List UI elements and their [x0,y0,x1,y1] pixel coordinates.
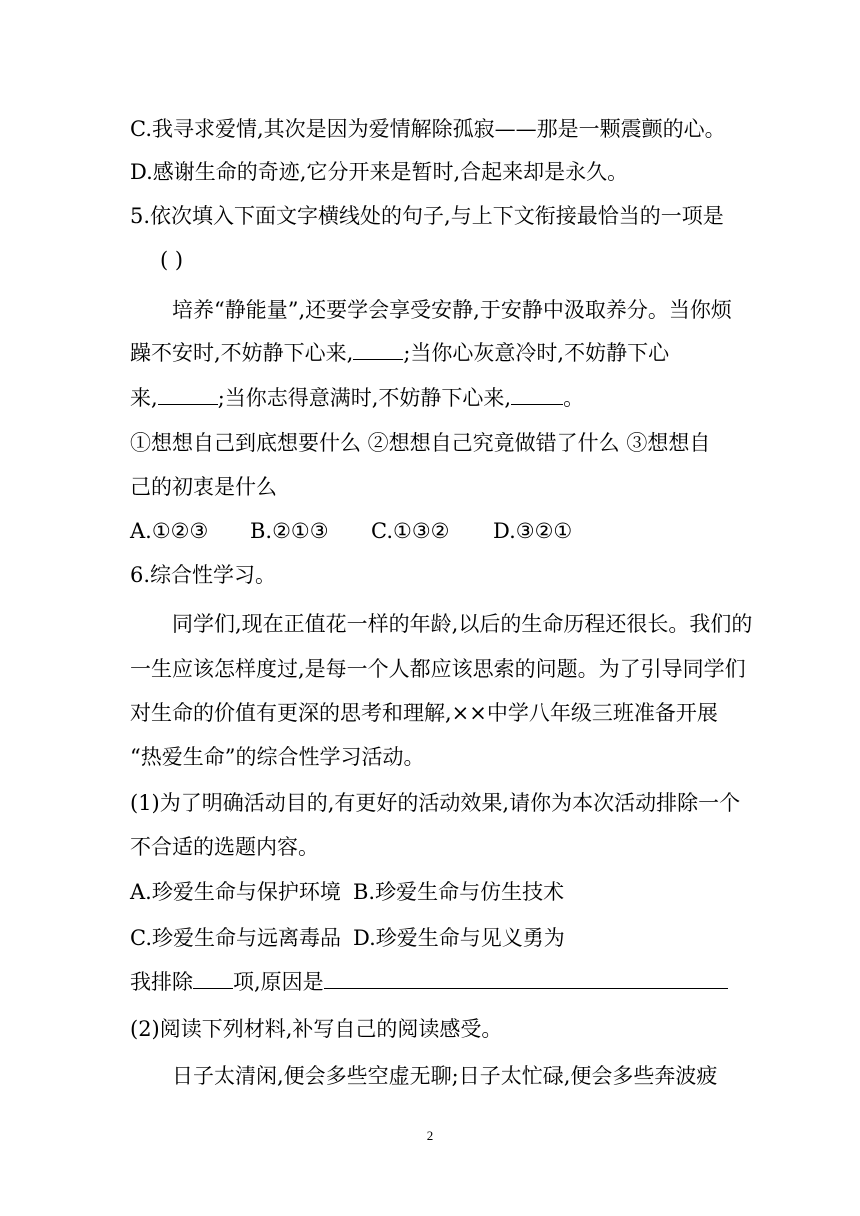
fill-blank-2 [158,386,218,405]
option-d-line: D.感谢生命的奇迹,它分开来是暂时,合起来却是永久。 [130,160,629,184]
question-6-title: 6.综合性学习。 [130,563,277,587]
intro-line-4: “热爱生命”的综合性学习活动。 [130,745,425,769]
intro-line-1: 同学们,现在正值花一样的年龄,以后的生命历程还很长。我们的 [172,612,753,636]
passage-text: 。 [563,386,585,410]
sentence-options-line-2: 己的初衷是什么 [130,475,277,499]
answer-prefix: 我排除 [130,970,193,994]
sentence-options-line-1: ①想想自己到底想要什么 ②想想自己究竟做错了什么 ③想想自 [130,431,711,455]
passage-line-1: 培养“静能量”,还要学会享受安静,于安静中汲取养分。当你烦 [172,298,732,322]
choice-c: C.①③② [371,519,450,543]
intro-line-2: 一生应该怎样度过,是每一个人都应该思索的问题。为了引导同学们 [130,657,746,681]
choice-d: D.③②① [493,519,573,543]
topic-option-a: A.珍爱生命与保护环境 [130,880,341,904]
topic-option-c: C.珍爱生命与远离毒品 [130,926,341,950]
answer-parentheses: ( ) [160,248,184,272]
option-c-line: C.我寻求爱情,其次是因为爱情解除孤寂——那是一颗震颤的心。 [130,117,726,141]
intro-line-3: 对生命的价值有更深的思考和理解,××中学八年级三班准备开展 [130,701,718,725]
choice-a: A.①②③ [130,519,209,543]
reason-blank [324,970,728,989]
sub-question-1-line-2: 不合适的选题内容。 [130,835,319,859]
passage-line-3 [130,384,584,412]
answer-reason-label: 项,原因是 [233,970,324,994]
excluded-option-blank [193,970,233,989]
passage-text: 来, [130,386,158,410]
fill-blank-1 [353,341,403,360]
topic-option-d: D.珍爱生命与见义勇为 [353,926,565,950]
question-5-stem: 5.依次填入下面文字横线处的句子,与上下文衔接最恰当的一项是 [130,204,724,228]
passage-text: ;当你志得意满时,不妨静下心来, [217,386,512,410]
reading-material-line-1: 日子太清闲,便会多些空虚无聊;日子太忙碌,便会多些奔波疲 [172,1064,718,1088]
topic-option-b: B.珍爱生命与仿生技术 [353,880,565,904]
passage-line-2 [130,339,669,367]
passage-text: 躁不安时,不妨静下心来, [130,341,354,365]
page-number: 2 [426,1128,434,1143]
fill-blank-3 [511,386,563,405]
choice-b: B.②①③ [250,519,329,543]
passage-text: ;当你心灰意冷时,不妨静下心 [403,341,670,365]
exclusion-answer-line [130,968,728,996]
sub-question-1-line-1: (1)为了明确活动目的,有更好的活动效果,请你为本次活动排除一个 [130,791,741,815]
sub-question-2-stem: (2)阅读下列材料,补写自己的阅读感受。 [130,1017,503,1041]
